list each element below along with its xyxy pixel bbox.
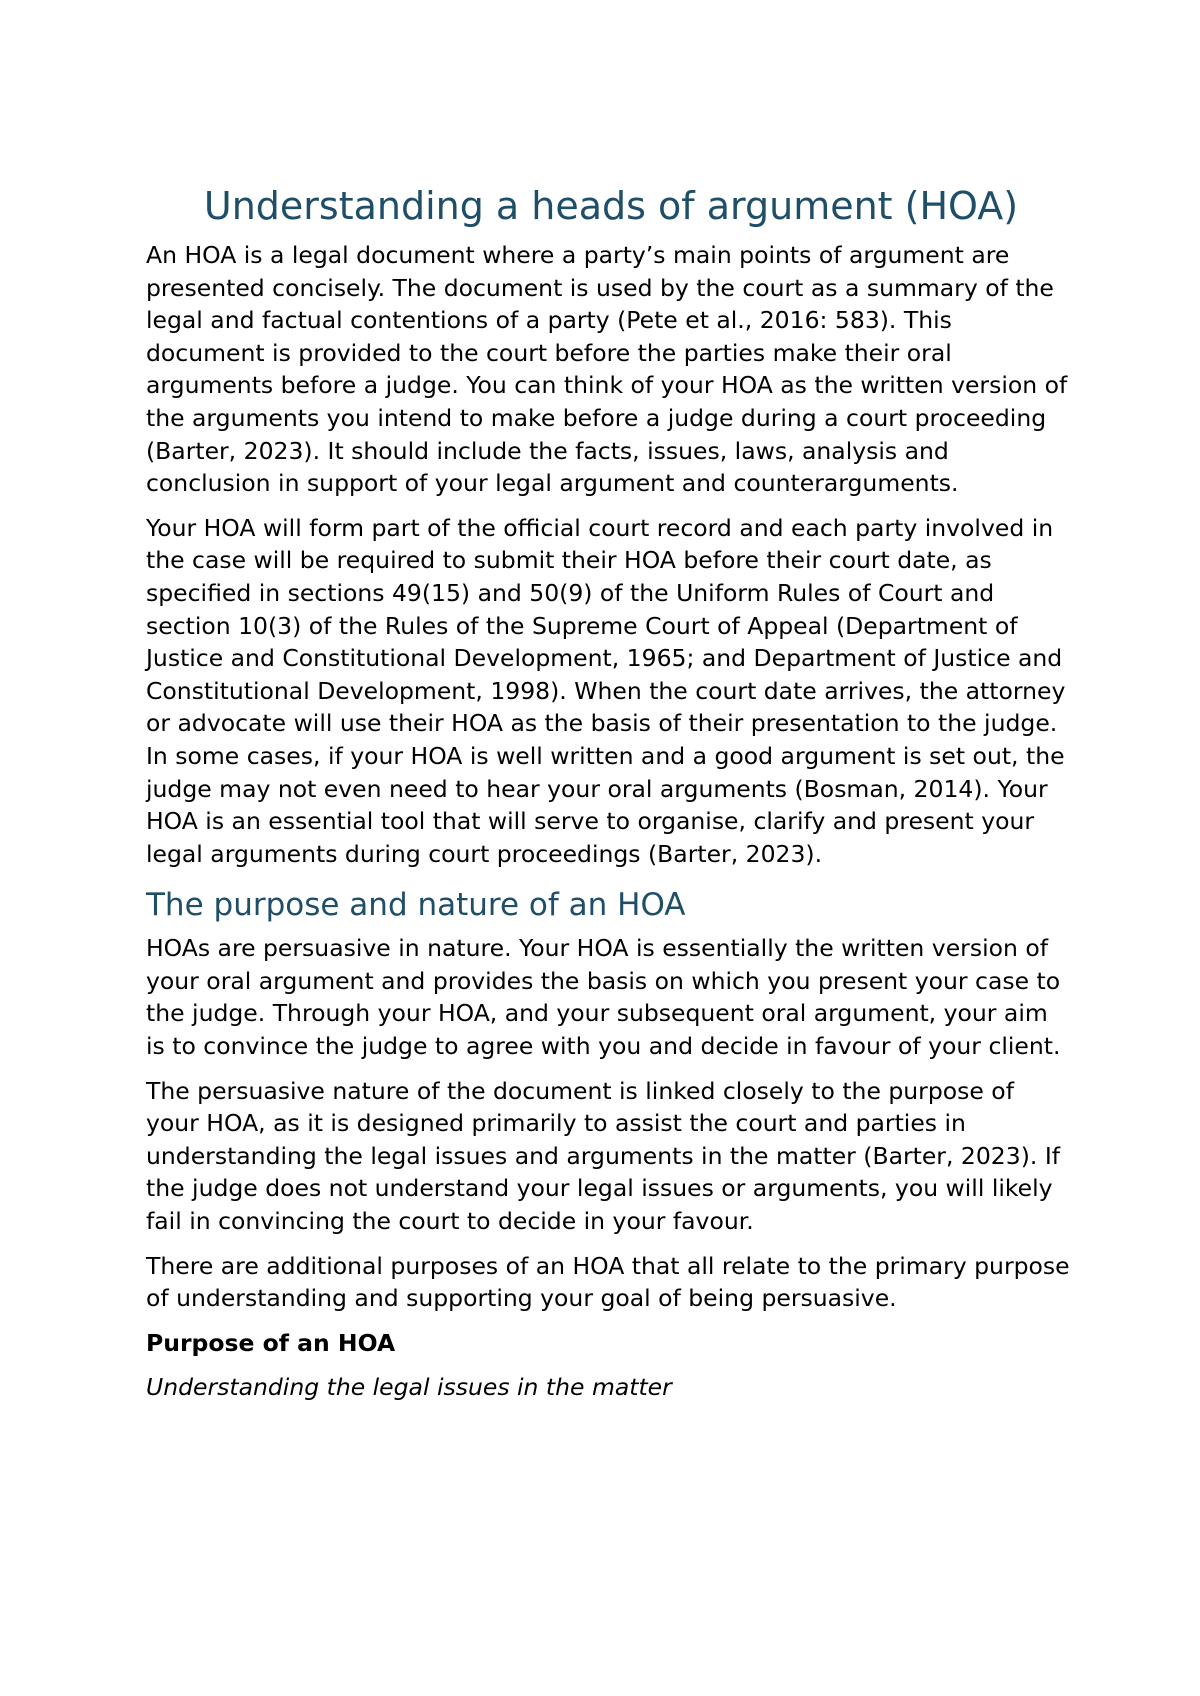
intro-paragraph-2: Your HOA will form part of the official court record and each party involved in the case will be required to submit their HOA before their court date, as specified in sections 49(15) and 50(9) of the Uniform Rules of Court and section 10(3) of the Rules of the Supreme Court of Appeal (Department of Justice and Constitutional Development, 1965; and Department of Justice and Constitutional Development, 1998). When the court date arrives, the attorney or advocate will use their HOA as the basis of their presentation to the judge. In some cases, if your HOA is well written and a good argument is set out, the judge may not even need to hear your oral arguments (Bosman, 2014). Your HOA is an essential tool that will serve to organise, clarify and present your legal arguments during court proceedings (Barter, 2023). <box>146 513 1066 868</box>
section-paragraph-3: There are additional purposes of an HOA that all relate to the primary purpose of understanding and supporting your goal of being persuasive. <box>146 1251 1070 1313</box>
section-heading: The purpose and nature of an HOA <box>146 887 686 924</box>
intro-paragraph-1: An HOA is a legal document where a party’s main points of argument are presented concisely. The document is used by the court as a summary of the legal and factual contentions of a party (Pete et al., 2016: 583). This document is provided to the court before the parties make their oral arguments before a judge. You can think of your HOA as the written version of the arguments you intend to make before a judge during a court proceeding (Barter, 2023). It should include the facts, issues, laws, analysis and conclusion in support of your legal argument and counterarguments. <box>146 241 1068 498</box>
purpose-subheading: Understanding the legal issues in the matter <box>146 1372 672 1401</box>
section-paragraph-1: HOAs are persuasive in nature. Your HOA is essentially the written version of your oral argument and provides the basis on which you present your case to the judge. Through your HOA, and your subsequent oral argument, your aim is to convince the judge to agree with you and decide in favour of your client. <box>146 934 1061 1061</box>
document-title: Understanding a heads of argument (HOA) <box>203 184 1019 228</box>
section-paragraph-2: The persuasive nature of the document is linked closely to the purpose of your HOA, as it is designed primarily to assist the court and parties in understanding the legal issues and arguments in the matter (Barter, 2023). If the judge does not understand your legal issues or arguments, you will likely fail in convincing the court to decide in your favour. <box>146 1076 1061 1236</box>
purpose-label: Purpose of an HOA <box>146 1328 396 1357</box>
